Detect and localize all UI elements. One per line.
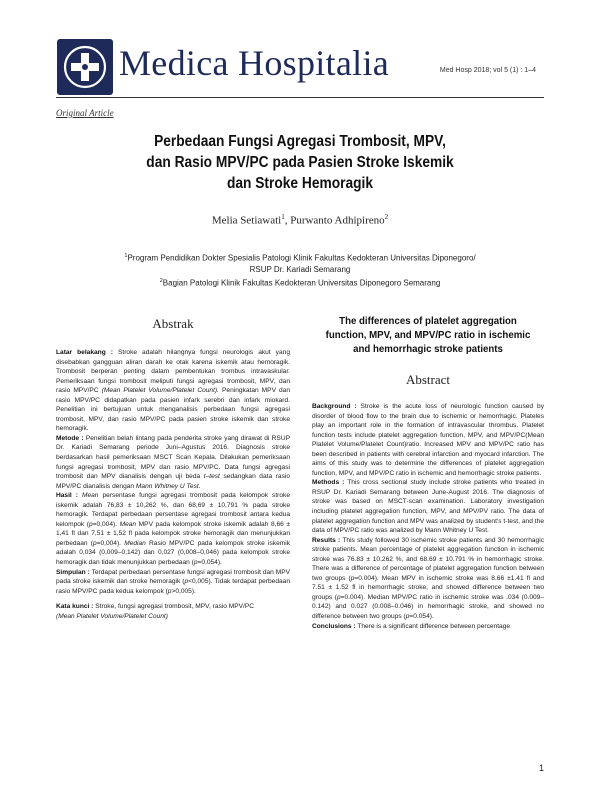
article-title-line: dan Rasio MPV/PC pada Pasien Stroke Iskemik [146,154,454,171]
section-label: Simpulan : [56,568,90,576]
abstrak-metode [56,434,290,491]
section-label: Background : [312,403,357,410]
page-number: 1 [538,763,544,773]
author-name: Melia Setiawati [211,214,282,227]
english-title-line: and hemorrhagic stroke patients [353,343,503,355]
journal-logo [56,38,114,96]
article-title-line: Perbedaan Fungsi Agregasi Trombosit, MPV, [154,133,446,150]
section-text: There is a significant difference between percentage [357,622,511,630]
section-italic: Mann Whitney U Test. [135,482,201,490]
section-text: Stroke adalah hilangnya fungsi neurologis akut yang disebabkan gangguan aliran darah ke otak karena iskemik atau hemoragik. Trombosit berperan penting dalam pembentukan trombus intravaskular. Pemeriksaan fungsi trombosit meliputi fungsi agregasi trombosit, MPV, dan rasio MPV/PC [56,349,290,395]
section-text: Penelitian belah lintang pada penderita stroke yang dirawat di RSUP Dr. Kariadi Semarang periode Juni–Agustus 2016. Diagnosis stroke berdasarkan hasil pemeriksaan MSCT Scan Kepala. Dilakukan pemeriksaan fungsi agregasi trombosit, MPV dan rasio MPV/PC. Data fungsi agregasi trombosit dan MPV dianalisis dengan uji beda [56,434,290,481]
affil-text: Program Pendidikan Dokter Spesialis Patologi Klinik Fakultas Kedokteran Universitas Diponegoro/ [127,253,476,263]
section-label: Kata kunci : [56,603,94,611]
section-label: Conclusions : [312,622,356,630]
journal-name: Medica Hospitalia [119,43,390,83]
section-italic: t–test [203,473,220,481]
affil-marker: 2 [159,277,163,284]
abstrak-kata-kunci [56,602,290,621]
section-text: =0.054). [409,613,434,621]
section-text: =0.004). Mean MPV in ischemic stroke was 8.66 ±1.41 fl and 7.51 ± 1.52 fl in hemorrhagic stroke, and showed difference between two groups ( [312,574,544,601]
section-text: =0.004). Median MPV/PC ratio in ischemic stroke was .034 (0.009–0.142) and 0.027 (0.008–0.046) in hemorrhagic stroke, and showed no difference between two groups ( [312,593,544,621]
section-text: MPV pada kelompok stroke iskemik adalah 8,66 ± 1,41 fl dan 7,51 ± 1,52 fl pada kelompok stroke hemoragik dan menunjukkan perbedaan ( [56,520,290,547]
author-name: Purwanto Adhipireno [290,214,385,227]
section-italic: p [167,587,172,595]
section-text: Stroke is the acute loss of neurologic function caused by disorder of blood flow to the brain due to ischemic or hemorrhagic. Plateles play an important role in the formation of intravascular thrombus. Platelet function tests include platelet aggregation function, MPV, and MPV/PC(Mean Platelet Volume/Platelet Count)ratio. Increased MPV and MPV/PC ratio has been described in patients with cerebral infarction and myocard infarction. The aims of this study was to determine the differences of platelet aggregation function, MPV, and MPV/PC ratio in ischemic and hemorrhagic stroke patients. [312,403,544,477]
section-text: Peningkatan MPV dan rasio MPV/PC didapatkan pada pasien infark serebri dan infark miokard. Penelitian ini bertujuan untuk menganalisis perbedaan fungsi agregasi trombosit, MPV, dan rasio MPV/PC pada pasien stroke iskemik dan stroke hemoragik. [56,387,290,433]
affiliation-1-cont: RSUP Dr. Kariadi Semarang [249,265,351,275]
section-italic: Mean [119,520,137,528]
abstrak-column [56,316,290,621]
author-separator: , [284,214,291,227]
section-italic: (Mean Platelet Volume/Platelet Count) [56,612,168,620]
author-affil-marker: 2 [384,213,389,221]
section-italic: (Mean Platelet Volume/Platelet Count). [101,387,219,395]
english-title [321,314,534,356]
section-label: Results : [312,536,341,544]
abstrak-simpulan [56,568,290,597]
affil-marker: 1 [124,253,128,259]
section-text: Terdapat perbedaan persentase fungsi agregasi trombosit dan MPV pada stroke iskemik dan stroke hemoragik ( [56,568,291,586]
citation: Med Hosp 2018; vol 5 (1) : 1–4 [439,67,536,74]
section-text: >0,005). [171,587,196,595]
section-italic: p [350,574,355,582]
author-list [56,213,544,227]
abstrak-latar [56,348,290,434]
english-title-line: The differences of platelet aggregation [339,315,517,327]
section-text: This cross sectional study include stroke patients who treated in RSUP Dr. Kariadi Semarang between June-August 2016. The diagnosis of stroke was based on MSCT-scan examination. Laboratory investigation including platelet aggregation function, MPV, and MPV/PV ratio. The data of platelet aggregation function and MPV was analized by student's t-test, and the data of MPV/PC ratio was analized by Mann Whitney U Test. [312,479,544,535]
abstract-column [312,314,544,631]
section-italic: p [405,613,410,621]
section-text: Rasio MPV/PC pada kelompok stroke iskemik adalah 0,034 (0,009–0,142) dan 0,027 (0,008–0,046) pada kelompok stroke hemoragik dan tidak menunjukkan perbedaan ( [56,539,290,567]
section-text: This study followed 30 ischemic stroke patients and 30 hemorrhagic stroke patients. Mean percentage of platelet aggregation function in ischemic stroke was 76.83 ± 10.262 %, and 68.69 ± 10.791 % in hemorrhagic stroke. There was a difference of percentage of platelet aggregation function between two groups ( [312,536,544,582]
medica-hospitalia-logo-icon [56,38,114,96]
section-label: Metode : [56,434,84,442]
affiliation-1 [56,251,544,264]
section-italic: Median [124,539,146,547]
section-text: Stroke, fungsi agregasi trombosit, MPV, rasio MPV/PC [95,603,255,611]
section-label: Methods : [312,479,345,487]
section-text: =0,004). [92,520,118,528]
abstrak-heading: Abstrak [152,316,194,331]
affil-text: Bagian Patologi Klinik Fakultas Kedokteran Universitas Diponegoro Semarang [162,278,441,288]
section-italic: p [193,559,198,567]
article-type: Original Article [56,108,114,118]
abstract-conclusions [312,622,544,632]
section-text: sedangkan data rasio MPV/PC dianalisis dengan [56,473,290,490]
article-title [90,131,510,194]
section-text: =0,054). [197,559,222,567]
header-divider [56,97,544,98]
english-title-line: function, MPV, and MPV/PC ratio in ischemic [325,329,531,341]
section-label: Latar belakang : [56,349,113,356]
article-title-line: dan Stroke Hemoragik [226,175,374,192]
section-italic: p [184,578,189,586]
section-text: =0,004). [96,539,121,547]
abstract-heading: Abstract [405,372,451,387]
section-label: Hasil : [56,492,78,500]
affiliation-2 [56,276,544,289]
abstract-methods [312,478,544,535]
section-text: persentase fungsi agregasi trombosit pada kelompok stroke iskemik adalah 76,83 ± 10,262 %, dan 68,69 ± 10,791 % pada stroke hemoragik. Terdapat perbedaan persentase agregasi trombosit antara kedua kelompok ( [56,492,290,528]
section-italic: p [88,520,93,528]
section-text: <0,005). Tidak terdapat perbedaan rasio MPV/PC pada kedua kelompok ( [56,578,290,595]
section-italic: Mean [81,492,99,500]
author-affil-marker: 1 [281,213,285,221]
section-italic: p [336,593,341,601]
section-italic: p [92,539,97,547]
abstract-background [312,402,544,478]
affiliations [56,251,544,289]
abstrak-hasil [56,491,290,567]
abstract-results [312,536,544,622]
